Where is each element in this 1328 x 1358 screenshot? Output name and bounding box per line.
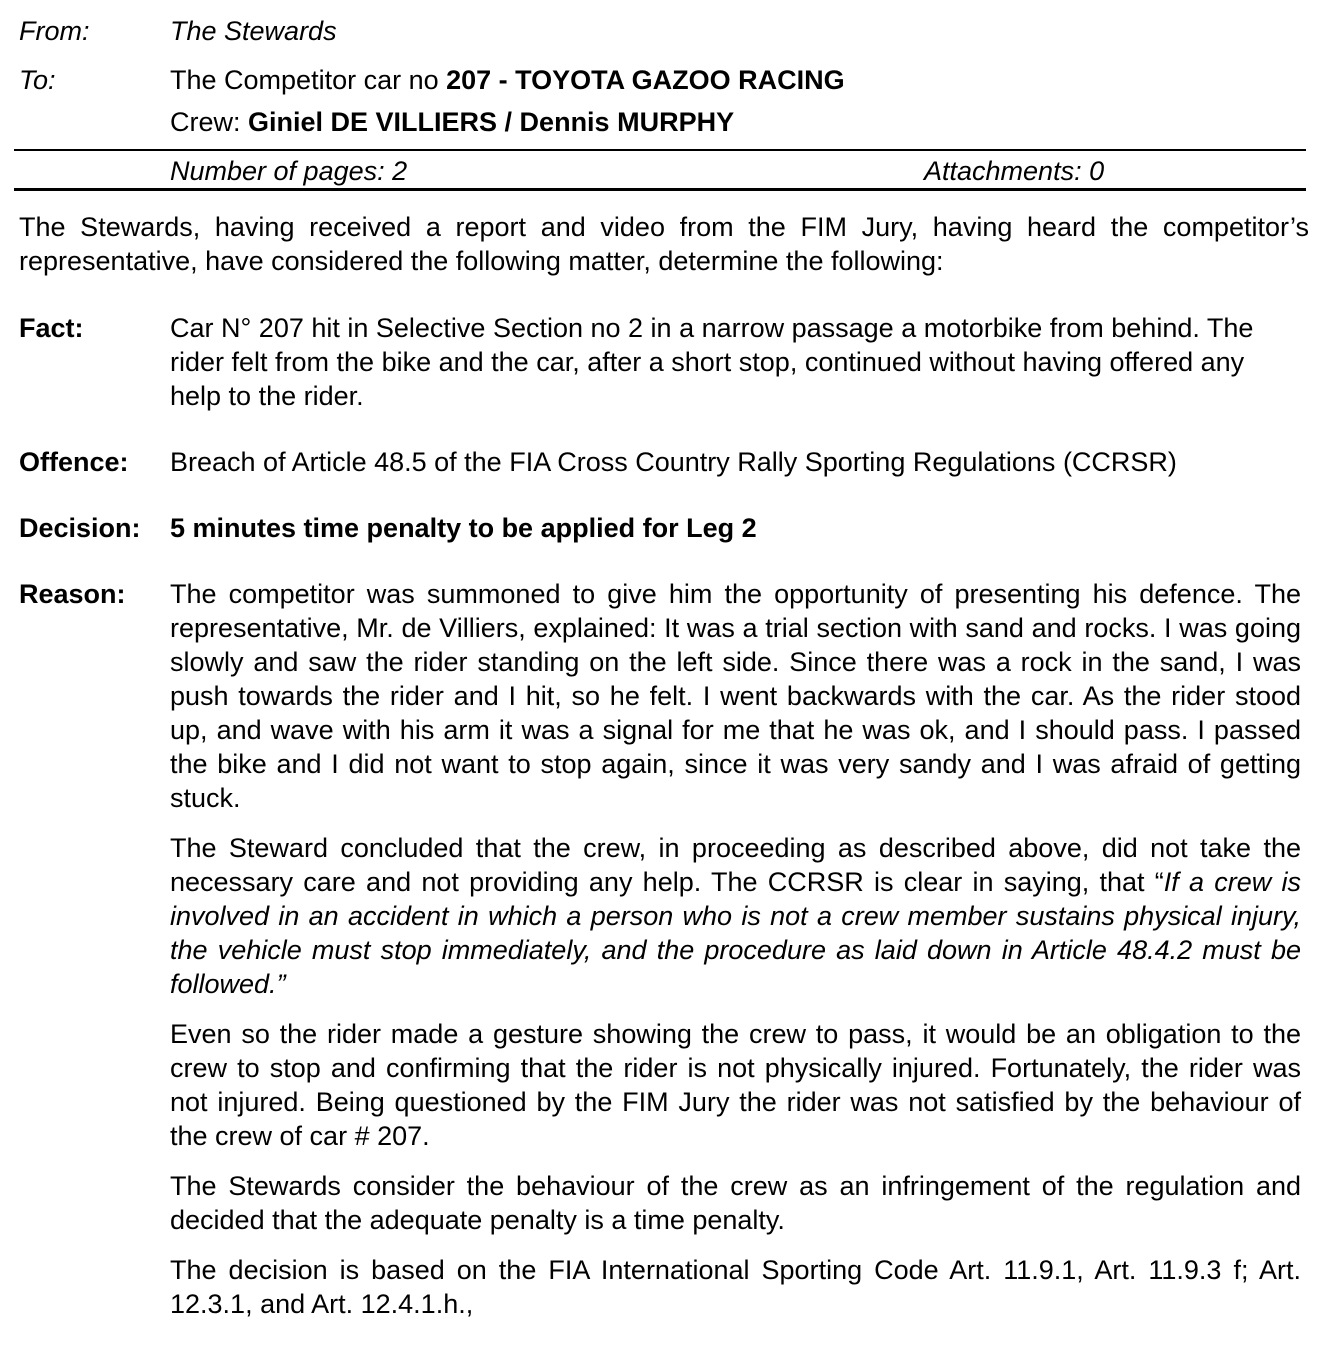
- offence-text: Breach of Article 48.5 of the FIA Cross Country Rally Sporting Regulations (CCRSR): [170, 447, 1177, 477]
- offence-label: Offence:: [19, 447, 129, 477]
- from-label: From:: [19, 16, 90, 46]
- decision-label: Decision:: [19, 513, 141, 543]
- reason-body: [170, 577, 1301, 1337]
- fact-label: Fact:: [19, 313, 84, 343]
- attachments-count: Attachments: 0: [924, 156, 1105, 186]
- header-rule-top: [14, 149, 1306, 151]
- to-prefix: The Competitor car no: [170, 65, 447, 95]
- reason-label: Reason:: [19, 579, 126, 609]
- from-value: The Stewards: [170, 16, 337, 46]
- reason-paragraph-2: [170, 831, 1301, 1001]
- reason-paragraph-1: The competitor was summoned to give him the opportunity of presenting his defence. The representative, Mr. de Villiers, explained: It was a trial section with sand and rocks. I was going slowly and saw the rider standing on the left side. Since there was a rock in the sand, I was push towards the rider and I hit, so he felt. I went backwards with the car. As the rider stood up, and wave with his arm it was a signal for me that he was ok, and I should pass. I passed the bike and I did not want to stop again, since it was very sandy and I was afraid of getting stuck.: [170, 579, 1301, 813]
- reason-paragraph-5: The decision is based on the FIA International Sporting Code Art. 11.9.1, Art. 11.9.3 f; Art. 12.3.1, and Art. 12.4.1.h.,: [170, 1255, 1301, 1319]
- fact-text: Car N° 207 hit in Selective Section no 2 in a narrow passage a motorbike from behind. The rider felt from the bike and the car, after a short stop, continued without having offered any help to the rider.: [170, 313, 1254, 411]
- to-line: [170, 63, 845, 97]
- reason-p2-plain: The Steward concluded that the crew, in proceeding as described above, did not take the necessary care and not providing any help. The CCRSR is clear in saying, that “: [170, 833, 1301, 897]
- crew-prefix: Crew:: [170, 107, 249, 137]
- decision-text: 5 minutes time penalty to be applied for Leg 2: [170, 513, 757, 543]
- reason-paragraph-3: Even so the rider made a gesture showing the crew to pass, it would be an obligation to the crew to stop and confirming that the rider is not physically injured. Fortunately, the rider was not injured. Being questioned by the FIM Jury the rider was not satisfied by the behaviour of the crew of car # 207.: [170, 1019, 1301, 1151]
- pages-count: Number of pages: 2: [170, 156, 408, 186]
- reason-paragraph-4: The Stewards consider the behaviour of the crew as an infringement of the regulation and decided that the adequate penalty is a time penalty.: [170, 1171, 1301, 1235]
- reason-p2-quote: If a crew is involved in an accident in which a person who is not a crew member sustains physical injury, the vehicle must stop immediately, and the procedure as laid down in Article 48.4.2 must be followed.”: [170, 867, 1301, 999]
- crew-line: [170, 105, 734, 139]
- header-rule-bottom: [14, 188, 1306, 191]
- to-car: 207 - TOYOTA GAZOO RACING: [446, 65, 845, 95]
- intro-paragraph: The Stewards, having received a report and video from the FIM Jury, having heard the competitor’s representative, have considered the following matter, determine the following:: [19, 212, 1309, 276]
- crew-names: Giniel DE VILLIERS / Dennis MURPHY: [248, 107, 735, 137]
- to-label: To:: [19, 65, 56, 95]
